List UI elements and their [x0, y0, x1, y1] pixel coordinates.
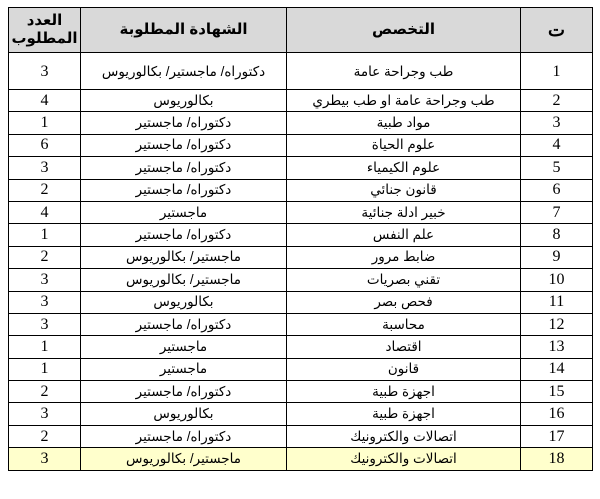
count-cell: 3 — [9, 157, 81, 179]
number-cell: 11 — [521, 291, 593, 313]
certificate-cell: دكتوراه/ ماجستير — [81, 313, 287, 335]
specialization-cell: اقتصاد — [287, 336, 521, 358]
certificate-cell: دكتوراه/ ماجستير — [81, 157, 287, 179]
specialization-cell: خبير ادلة جنائية — [287, 201, 521, 223]
specialization-cell: قانون جنائي — [287, 179, 521, 201]
number-cell: 1 — [521, 53, 593, 90]
certificate-cell: ماجستير/ بكالوريوس — [81, 269, 287, 291]
count-cell: 3 — [9, 448, 81, 470]
certificate-cell: دكتوراه/ ماجستير — [81, 425, 287, 447]
table-row — [9, 381, 593, 403]
table-row — [9, 201, 593, 223]
count-cell: 3 — [9, 403, 81, 425]
number-cell: 3 — [521, 112, 593, 134]
specialization-cell: طب وجراحة عامة او طب بيطري — [287, 90, 521, 112]
number-cell: 13 — [521, 336, 593, 358]
count-cell: 1 — [9, 224, 81, 246]
specialization-cell: اجهزة طبية — [287, 403, 521, 425]
table-row — [9, 157, 593, 179]
certificate-cell: دكتوراه/ ماجستير — [81, 134, 287, 156]
table-row — [9, 90, 593, 112]
number-cell: 6 — [521, 179, 593, 201]
number-cell: 8 — [521, 224, 593, 246]
count-cell: 1 — [9, 336, 81, 358]
specialization-cell: علوم الحياة — [287, 134, 521, 156]
number-cell: 15 — [521, 381, 593, 403]
table-row — [9, 269, 593, 291]
number-cell: 18 — [521, 448, 593, 470]
number-cell: 2 — [521, 90, 593, 112]
specialization-cell: اتصالات والكترونيك — [287, 448, 521, 470]
number-cell: 12 — [521, 313, 593, 335]
table-row — [9, 246, 593, 268]
specialization-cell: علوم الكيمياء — [287, 157, 521, 179]
number-cell: 10 — [521, 269, 593, 291]
document-page — [8, 7, 593, 471]
table-row — [9, 336, 593, 358]
specialization-cell: مواد طبية — [287, 112, 521, 134]
table-row — [9, 425, 593, 447]
table-row — [9, 358, 593, 380]
table-row — [9, 448, 593, 470]
table-row — [9, 403, 593, 425]
number-cell: 9 — [521, 246, 593, 268]
number-cell: 16 — [521, 403, 593, 425]
count-cell: 2 — [9, 179, 81, 201]
certificate-cell: ماجستير — [81, 358, 287, 380]
certificate-cell: دكتوراه/ ماجستير — [81, 381, 287, 403]
certificate-cell: بكالوريوس — [81, 291, 287, 313]
table-row — [9, 112, 593, 134]
table-row — [9, 53, 593, 90]
header-certificate: الشهادة المطلوبة — [81, 8, 287, 53]
count-cell: 4 — [9, 90, 81, 112]
positions-table — [8, 7, 593, 471]
specialization-cell: فحص بصر — [287, 291, 521, 313]
count-cell: 3 — [9, 269, 81, 291]
number-cell: 7 — [521, 201, 593, 223]
table-row — [9, 179, 593, 201]
specialization-cell: اجهزة طبية — [287, 381, 521, 403]
certificate-cell: ماجستير — [81, 336, 287, 358]
number-cell: 4 — [521, 134, 593, 156]
count-cell: 1 — [9, 112, 81, 134]
table-row — [9, 313, 593, 335]
number-cell: 17 — [521, 425, 593, 447]
specialization-cell: اتصالات والكترونيك — [287, 425, 521, 447]
certificate-cell: دكتوراه/ ماجستير — [81, 112, 287, 134]
header-number: ت — [521, 8, 593, 53]
certificate-cell: ماجستير — [81, 201, 287, 223]
certificate-cell: دكتوراه/ ماجستير/ بكالوريوس — [81, 53, 287, 90]
count-cell: 3 — [9, 291, 81, 313]
certificate-cell: ماجستير/ بكالوريوس — [81, 246, 287, 268]
certificate-cell: بكالوريوس — [81, 403, 287, 425]
specialization-cell: قانون — [287, 358, 521, 380]
specialization-cell: محاسبة — [287, 313, 521, 335]
table-row — [9, 291, 593, 313]
count-cell: 4 — [9, 201, 81, 223]
table-row — [9, 134, 593, 156]
count-cell: 2 — [9, 246, 81, 268]
count-cell: 2 — [9, 381, 81, 403]
count-cell: 3 — [9, 313, 81, 335]
certificate-cell: دكتوراه/ ماجستير — [81, 224, 287, 246]
specialization-cell: علم النفس — [287, 224, 521, 246]
header-count: العدد المطلوب — [9, 8, 81, 53]
certificate-cell: بكالوريوس — [81, 90, 287, 112]
table-body — [9, 53, 593, 471]
count-cell: 1 — [9, 358, 81, 380]
specialization-cell: طب وجراحة عامة — [287, 53, 521, 90]
table-header-row — [9, 8, 593, 53]
table-row — [9, 224, 593, 246]
header-specialization: التخصص — [287, 8, 521, 53]
count-cell: 6 — [9, 134, 81, 156]
count-cell: 3 — [9, 53, 81, 90]
specialization-cell: ضابط مرور — [287, 246, 521, 268]
count-cell: 2 — [9, 425, 81, 447]
number-cell: 14 — [521, 358, 593, 380]
specialization-cell: تقني بصريات — [287, 269, 521, 291]
certificate-cell: ماجستير/ بكالوريوس — [81, 448, 287, 470]
number-cell: 5 — [521, 157, 593, 179]
certificate-cell: دكتوراه/ ماجستير — [81, 179, 287, 201]
